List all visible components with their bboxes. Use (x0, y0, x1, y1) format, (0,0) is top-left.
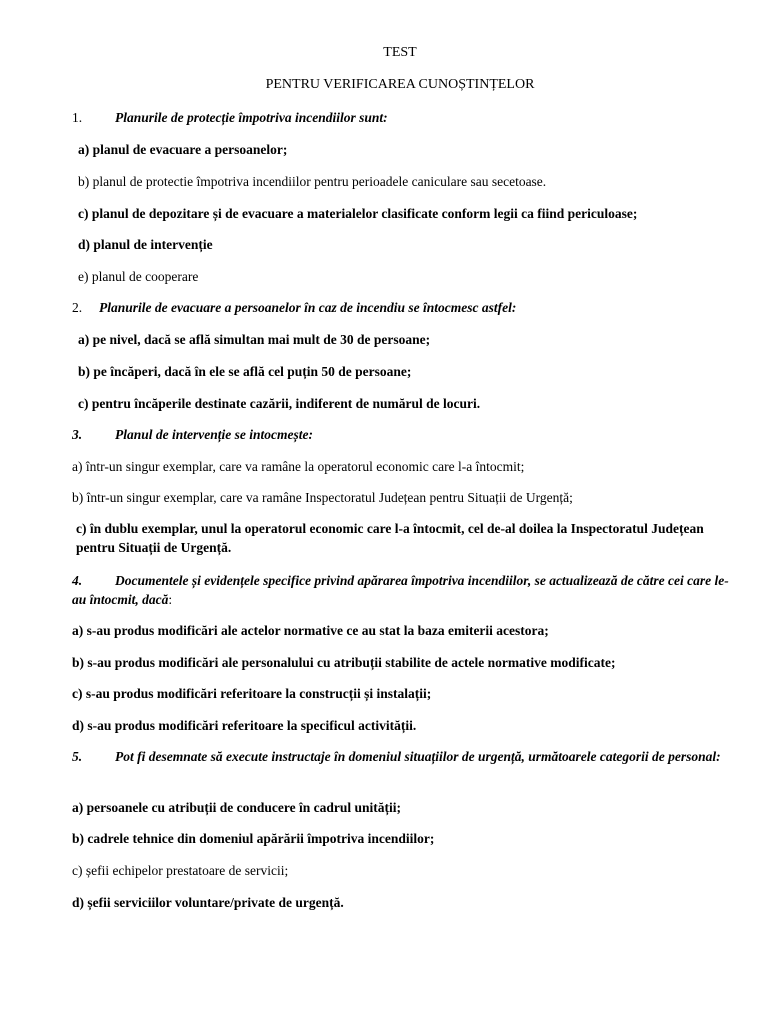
answer-2c: c) pentru încăperile destinate cazării, indiferent de numărul de locuri. (78, 396, 481, 411)
answer-1e: e) planul de cooperare (78, 269, 199, 284)
question-1 (72, 108, 732, 127)
question-number: 2. (72, 300, 83, 315)
answer-5d: d) șefii serviciilor voluntare/private de urgență. (72, 895, 344, 910)
question-text: Planurile de protecție împotriva incendiilor sunt: (115, 110, 388, 125)
question-text: Planul de intervenție se intocmește: (115, 427, 313, 442)
answer-4b: b) s-au produs modificări ale personalului cu atribuții stabilite de actele normative modificate; (72, 655, 616, 670)
answer-3c: c) în dublu exemplar, unul la operatorul economic care l-a întocmit, cel de-al doilea la Inspectoratul Județean pentru Situații de Urgență. (76, 521, 704, 555)
answer-4d: d) s-au produs modificări referitoare la specificul activității. (72, 718, 417, 733)
answer-5a: a) persoanele cu atribuții de conducere în cadrul unității; (72, 800, 401, 815)
question-number: 4. (72, 573, 83, 588)
doc-subtitle: PENTRU VERIFICAREA CUNOȘTINȚELOR (265, 77, 535, 92)
answer-2b: b) pe încăperi, dacă în ele se află cel puțin 50 de persoane; (78, 364, 412, 379)
question-4 (72, 571, 732, 609)
answer-1d: d) planul de intervenție (78, 237, 213, 252)
question-colon: : (168, 592, 173, 607)
question-text: Pot fi desemnate să execute instructaje în domeniul situațiilor de urgență, următoarele categorii de personal: (115, 749, 721, 764)
answer-1c: c) planul de depozitare și de evacuare a materialelor clasificate conform legii ca fiind periculoase; (78, 206, 638, 221)
question-5 (72, 747, 732, 766)
question-text: Planurile de evacuare a persoanelor în caz de incendiu se întocmesc astfel: (99, 300, 517, 315)
answer-3a: a) într-un singur exemplar, care va ramâne la operatorul economic care l-a întocmit; (72, 459, 525, 474)
doc-title: TEST (383, 45, 417, 60)
answer-1b: b) planul de protectie împotriva incendiilor pentru perioadele caniculare sau secetoase. (78, 174, 547, 189)
question-number: 3. (72, 427, 83, 442)
question-number: 5. (72, 749, 83, 764)
answer-5c: c) șefii echipelor prestatoare de servicii; (72, 863, 289, 878)
question-2 (72, 298, 732, 317)
answer-4a: a) s-au produs modificări ale actelor normative ce au stat la baza emiterii acestora; (72, 623, 549, 638)
question-3 (72, 425, 732, 444)
question-text: Documentele și evidențele specifice privind apărarea împotriva incendiilor, se actualizează de către cei care le-au întocmit, dacă (72, 573, 729, 607)
answer-1a: a) planul de evacuare a persoanelor; (78, 142, 288, 157)
answer-2a: a) pe nivel, dacă se află simultan mai mult de 30 de persoane; (78, 332, 431, 347)
answer-5b: b) cadrele tehnice din domeniul apărării împotriva incendiilor; (72, 831, 435, 846)
answer-4c: c) s-au produs modificări referitoare la construcții și instalații; (72, 686, 432, 701)
answer-3b: b) într-un singur exemplar, care va ramâne Inspectoratul Județean pentru Situații de Urgență; (72, 490, 573, 505)
question-number: 1. (72, 110, 83, 125)
